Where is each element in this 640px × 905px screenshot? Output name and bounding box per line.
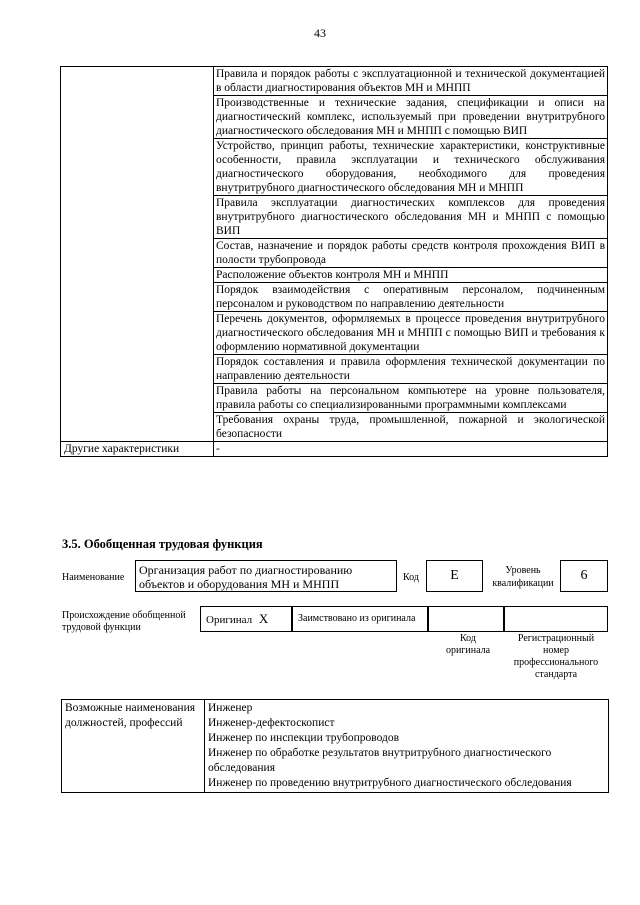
requirement-cell: Расположение объектов контроля МН и МНПП bbox=[214, 268, 608, 283]
borrowed-box bbox=[292, 606, 428, 632]
level-label: Уровень квалификации bbox=[492, 565, 554, 589]
code-value: E bbox=[450, 568, 459, 583]
list-item: Инженер по проведению внутритрубного диагностического обследования bbox=[208, 777, 572, 789]
requirement-cell: Устройство, принцип работы, технические характеристики, конструктивные особенности, правила эксплуатации и технического обслуживания диагностического оборудования, необходимого для проведения внутритрубного диагностического обследования МН и МНПП bbox=[214, 139, 608, 196]
requirement-cell: Производственные и технические задания, спецификации и описи на диагностический комплекс, используемый при проведении внутритрубного диагностического обследования МН и МНПП с помощью ВИП bbox=[214, 96, 608, 139]
page-number: 43 bbox=[314, 26, 326, 40]
table-row bbox=[62, 700, 609, 793]
list-item: Инженер по инспекции трубопроводов bbox=[208, 732, 400, 744]
original-label: Оригинал bbox=[206, 614, 253, 626]
requirement-cell: Требования охраны труда, промышленной, пожарной и экологической безопасности bbox=[214, 413, 608, 442]
level-value-box bbox=[560, 560, 608, 592]
positions-label: Возможные наименования должностей, профессий bbox=[62, 700, 205, 793]
origin-label: Происхождение обобщенной трудовой функции bbox=[62, 610, 186, 633]
section-title: 3.5. Обобщенная трудовая функция bbox=[62, 537, 263, 551]
original-box bbox=[200, 606, 292, 632]
name-value: Организация работ по диагностированию объектов и оборудования МН и МНПП bbox=[139, 563, 353, 591]
list-item: Инженер по обработке результатов внутритрубного диагностического обследования bbox=[208, 747, 552, 774]
code-label: Код bbox=[403, 572, 419, 583]
list-item: Инженер bbox=[208, 702, 253, 714]
code-value-box bbox=[426, 560, 483, 592]
name-value-box bbox=[135, 560, 397, 592]
row-label-empty bbox=[61, 67, 214, 442]
requirement-cell: Порядок составления и правила оформления технической документации по направлению деятельности bbox=[214, 355, 608, 384]
requirement-cell: Порядок взаимодействия с оперативным персоналом, подчиненным персоналом и руководством по направлению деятельности bbox=[214, 283, 608, 312]
borrowed-label: Заимствовано из оригинала bbox=[298, 613, 416, 624]
table-row bbox=[61, 442, 608, 457]
positions-list bbox=[205, 700, 609, 793]
reg-number-caption: Регистрационный номер профессионального стандарта bbox=[513, 633, 599, 680]
original-mark: X bbox=[258, 611, 269, 626]
code-original-caption: Код оригинала bbox=[445, 633, 491, 656]
requirement-cell: Перечень документов, оформляемых в процессе проведения внутритрубного диагностического обследования МН и МНПП с помощью ВИП и требования к оформлению нормативной документации bbox=[214, 312, 608, 355]
requirement-cell: Правила и порядок работы с эксплуатационной и технической документацией в области диагностирования объектов МН и МНПП bbox=[214, 67, 608, 96]
reg-number-box bbox=[504, 606, 608, 632]
requirement-cell: Правила работы на персональном компьютере на уровне пользователя, правила работы со специализированными программными комплексами bbox=[214, 384, 608, 413]
requirements-table bbox=[60, 66, 608, 457]
requirement-cell: Правила эксплуатации диагностических комплексов для проведения внутритрубного диагностического обследования МН и МНПП с помощью ВИП bbox=[214, 196, 608, 239]
level-value: 6 bbox=[580, 568, 588, 583]
requirement-cell: Состав, назначение и порядок работы средств контроля прохождения ВИП в полости трубопровода bbox=[214, 239, 608, 268]
other-characteristics-value: - bbox=[214, 442, 608, 457]
code-original-box bbox=[428, 606, 504, 632]
list-item: Инженер-дефектоскопист bbox=[208, 717, 335, 729]
positions-table bbox=[61, 699, 609, 793]
table-row bbox=[61, 67, 608, 96]
name-label: Наименование bbox=[62, 572, 125, 583]
other-characteristics-label: Другие характеристики bbox=[61, 442, 214, 457]
